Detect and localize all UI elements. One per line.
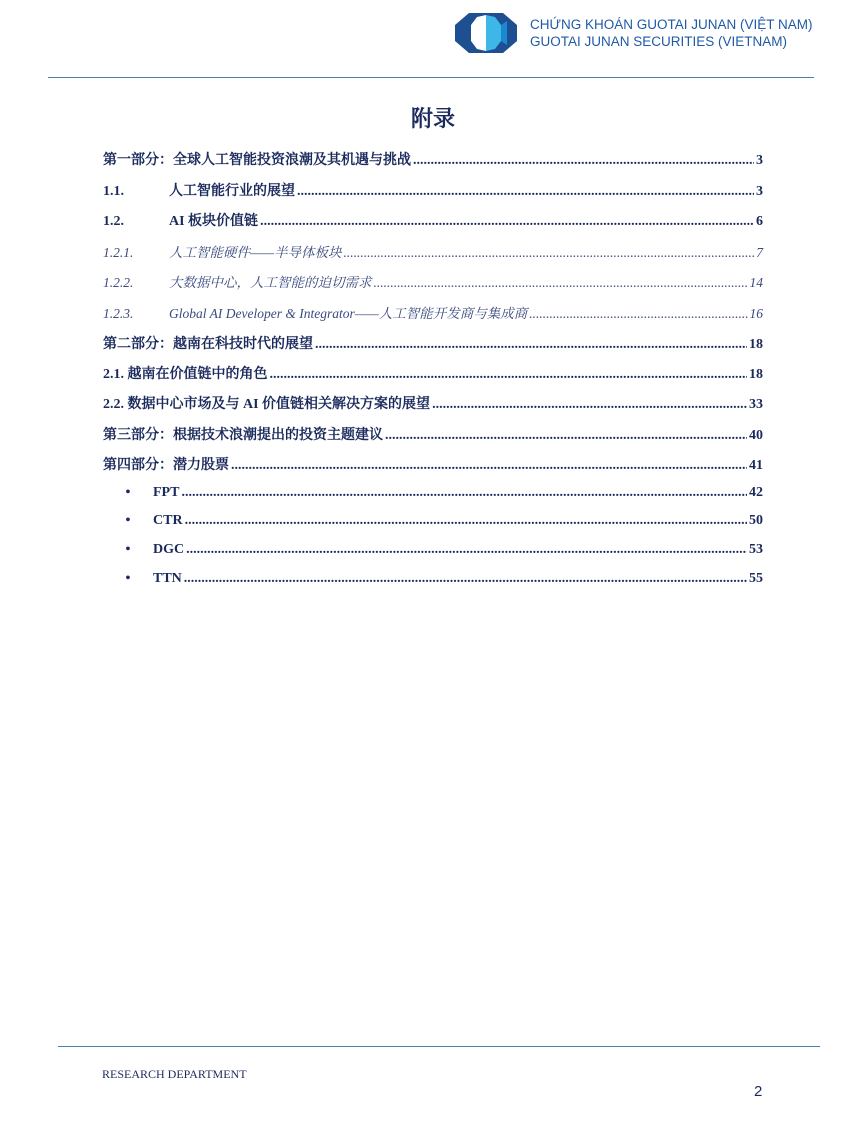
- dot-leader: [529, 306, 747, 322]
- toc-label: 第二部分：越南在科技时代的展望: [103, 337, 313, 352]
- dot-leader: [260, 214, 754, 230]
- page-title: 附录: [410, 107, 455, 132]
- toc-page: 7: [756, 245, 763, 260]
- toc-page: 18: [749, 367, 763, 382]
- dot-leader: [432, 397, 747, 413]
- company-logo: [455, 13, 517, 53]
- footer-divider: [58, 1046, 820, 1047]
- dot-leader: [181, 485, 747, 501]
- footer-department: RESEARCH DEPARTMENT: [102, 1067, 247, 1081]
- toc-page: 42: [749, 485, 763, 500]
- toc-number: 1.1.: [103, 184, 124, 199]
- toc-page: 6: [756, 214, 763, 229]
- toc-page: 55: [749, 571, 763, 586]
- dot-leader: [185, 513, 747, 529]
- toc-entry[interactable]: [103, 513, 763, 533]
- page-number: 2: [754, 1083, 763, 1100]
- toc-page: 40: [749, 428, 763, 443]
- toc-label: 大数据中心，人工智能的迫切需求: [169, 275, 372, 290]
- dot-leader: [184, 571, 747, 587]
- dot-leader: [344, 245, 755, 261]
- dot-leader: [186, 542, 747, 558]
- brand-line-vietnamese: CHỨNG KHOÁN GUOTAI JUNAN (VIỆT NAM): [530, 17, 813, 32]
- dot-leader: [297, 184, 754, 200]
- dot-leader: [385, 428, 747, 444]
- toc-entry[interactable]: [103, 302, 763, 322]
- toc-label: Global AI Developer & Integrator——人工智能开发商与集成商: [169, 306, 528, 321]
- toc-entry[interactable]: [103, 210, 763, 230]
- header-divider: [48, 77, 814, 78]
- toc-label: 人工智能行业的展望: [169, 184, 295, 199]
- toc-number: 1.2.: [103, 214, 124, 229]
- toc-label: 2.2. 数据中心市场及与 AI 价值链相关解决方案的展望: [103, 397, 431, 412]
- bullet-icon: •: [125, 485, 131, 500]
- toc-label: 人工智能硬件——半导体板块: [169, 245, 342, 260]
- bullet-icon: •: [125, 513, 131, 528]
- toc-page: 53: [749, 542, 763, 557]
- dot-leader: [374, 275, 748, 291]
- toc-entry[interactable]: [103, 424, 763, 444]
- toc-page: 41: [749, 458, 763, 473]
- toc-entry[interactable]: [103, 485, 763, 505]
- toc-label: DGC: [153, 542, 185, 557]
- toc-label: 2.1. 越南在价值链中的角色: [103, 367, 268, 382]
- toc-label: FPT: [153, 485, 180, 500]
- bullet-icon: •: [125, 542, 131, 557]
- toc-label: 第一部分：全球人工智能投资浪潮及其机遇与挑战: [103, 153, 411, 168]
- toc-number: 1.2.3.: [103, 306, 134, 321]
- toc-page: 3: [756, 184, 763, 199]
- toc-entry[interactable]: [103, 149, 763, 169]
- toc-entry[interactable]: [103, 542, 763, 562]
- toc-label: AI 板块价值链: [169, 214, 259, 229]
- dot-leader: [315, 337, 747, 353]
- dot-leader: [231, 458, 747, 474]
- toc-label: TTN: [153, 571, 182, 586]
- toc-entry[interactable]: [103, 241, 763, 261]
- dot-leader: [270, 367, 748, 383]
- toc-entry[interactable]: [103, 454, 763, 474]
- toc-entry[interactable]: [103, 571, 763, 591]
- toc-page: 18: [749, 337, 763, 352]
- toc-page: 50: [749, 513, 763, 528]
- toc-entry[interactable]: [103, 180, 763, 200]
- toc-page: 16: [749, 306, 763, 321]
- toc-page: 14: [749, 275, 763, 290]
- brand-name: [530, 16, 813, 50]
- toc-number: 1.2.2.: [103, 275, 134, 290]
- toc-entry[interactable]: [103, 333, 763, 353]
- toc-entry[interactable]: [103, 363, 763, 383]
- toc-label: 第四部分：潜力股票: [103, 458, 229, 473]
- toc-label: CTR: [153, 513, 183, 528]
- brand-line-english: GUOTAI JUNAN SECURITIES (VIETNAM): [530, 34, 788, 49]
- toc-page: 33: [749, 397, 763, 412]
- toc-entry[interactable]: [103, 271, 763, 291]
- toc-number: 1.2.1.: [103, 245, 134, 260]
- toc-entry[interactable]: [103, 393, 763, 413]
- toc-label: 第三部分：根据技术浪潮提出的投资主题建议: [103, 428, 383, 443]
- dot-leader: [413, 153, 754, 169]
- toc-page: 3: [756, 153, 763, 168]
- bullet-icon: •: [125, 571, 131, 586]
